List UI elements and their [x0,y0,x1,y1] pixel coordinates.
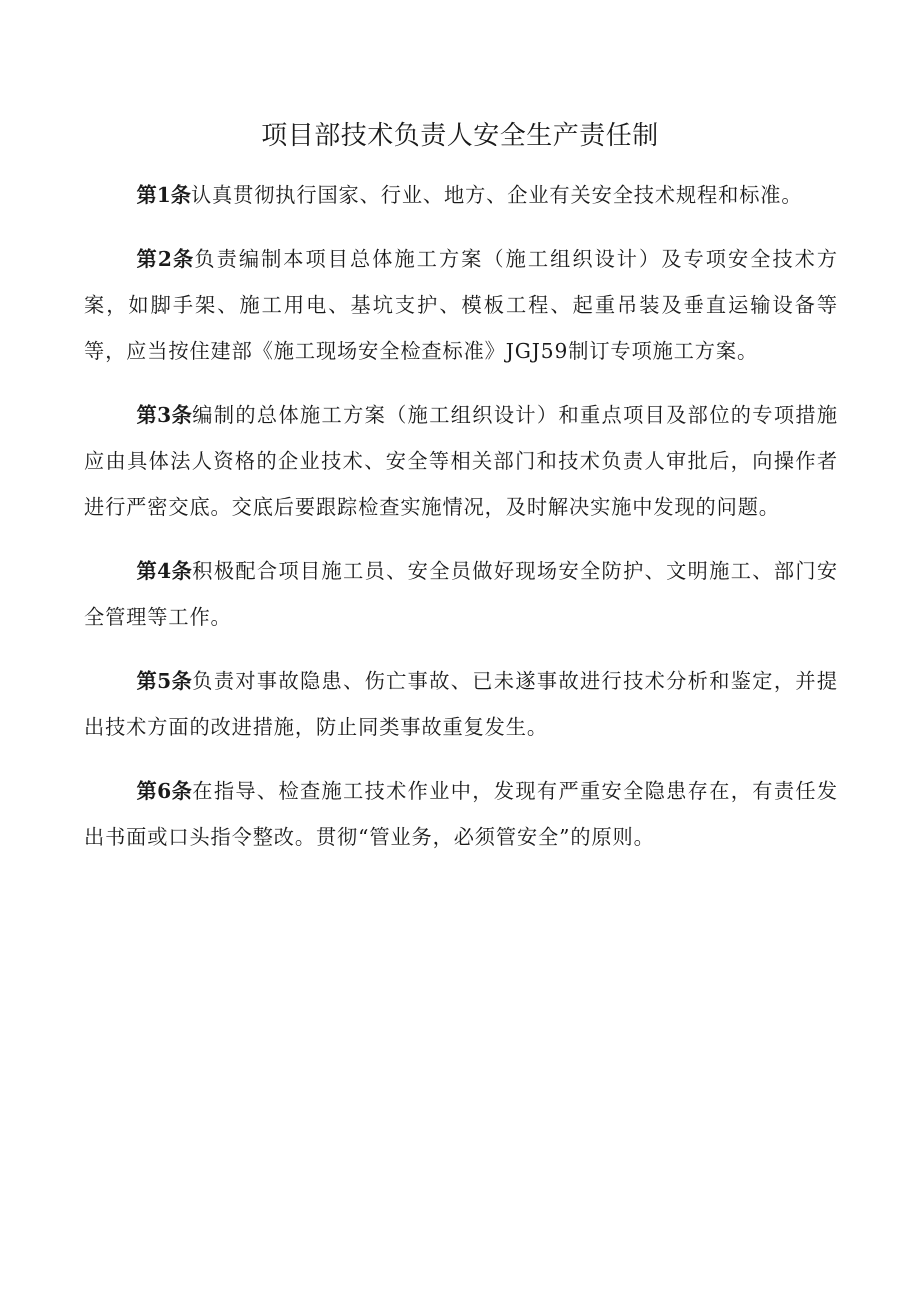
article-number: 第1条 [136,183,191,207]
article-text: 在指导、检查施工技术作业中，发现有严重安全隐患存在，有责任发出书面或口头指令整改。贯彻“管业务，必须管安全”的原则。 [84,779,838,849]
document-title: 项目部技术负责人安全生产责任制 [261,121,659,151]
article-text: 认真贯彻执行国家、行业、地方、企业有关安全技术规程和标准。 [190,183,803,207]
article-list [84,172,838,878]
article-number: 第2条 [136,247,195,271]
article-3 [84,392,838,530]
article-text: 负责编制本项目总体施工方案（施工组织设计）及专项安全技术方案，如脚手架、施工用电、基坑支护、模板工程、起重吊装及垂直运输设备等等，应当按住建部《施工现场安全检查标准》JGJ59制订专项施工方案。 [84,247,838,363]
article-number: 第6条 [136,779,193,803]
article-6 [84,768,838,860]
article-5 [84,658,838,750]
article-number: 第3条 [136,403,193,427]
article-1 [84,172,838,218]
article-number: 第4条 [136,559,193,583]
article-text: 积极配合项目施工员、安全员做好现场安全防护、文明施工、部门安全管理等工作。 [84,559,838,629]
article-4 [84,548,838,640]
article-text: 负责对事故隐患、伤亡事故、已未遂事故进行技术分析和鉴定，并提出技术方面的改进措施，防止同类事故重复发生。 [84,669,838,739]
article-number: 第5条 [136,669,193,693]
article-text: 编制的总体施工方案（施工组织设计）和重点项目及部位的专项措施应由具体法人资格的企业技术、安全等相关部门和技术负责人审批后，向操作者进行严密交底。交底后要跟踪检查实施情况，及时解决实施中发现的问题。 [84,403,838,519]
article-2 [84,236,838,374]
